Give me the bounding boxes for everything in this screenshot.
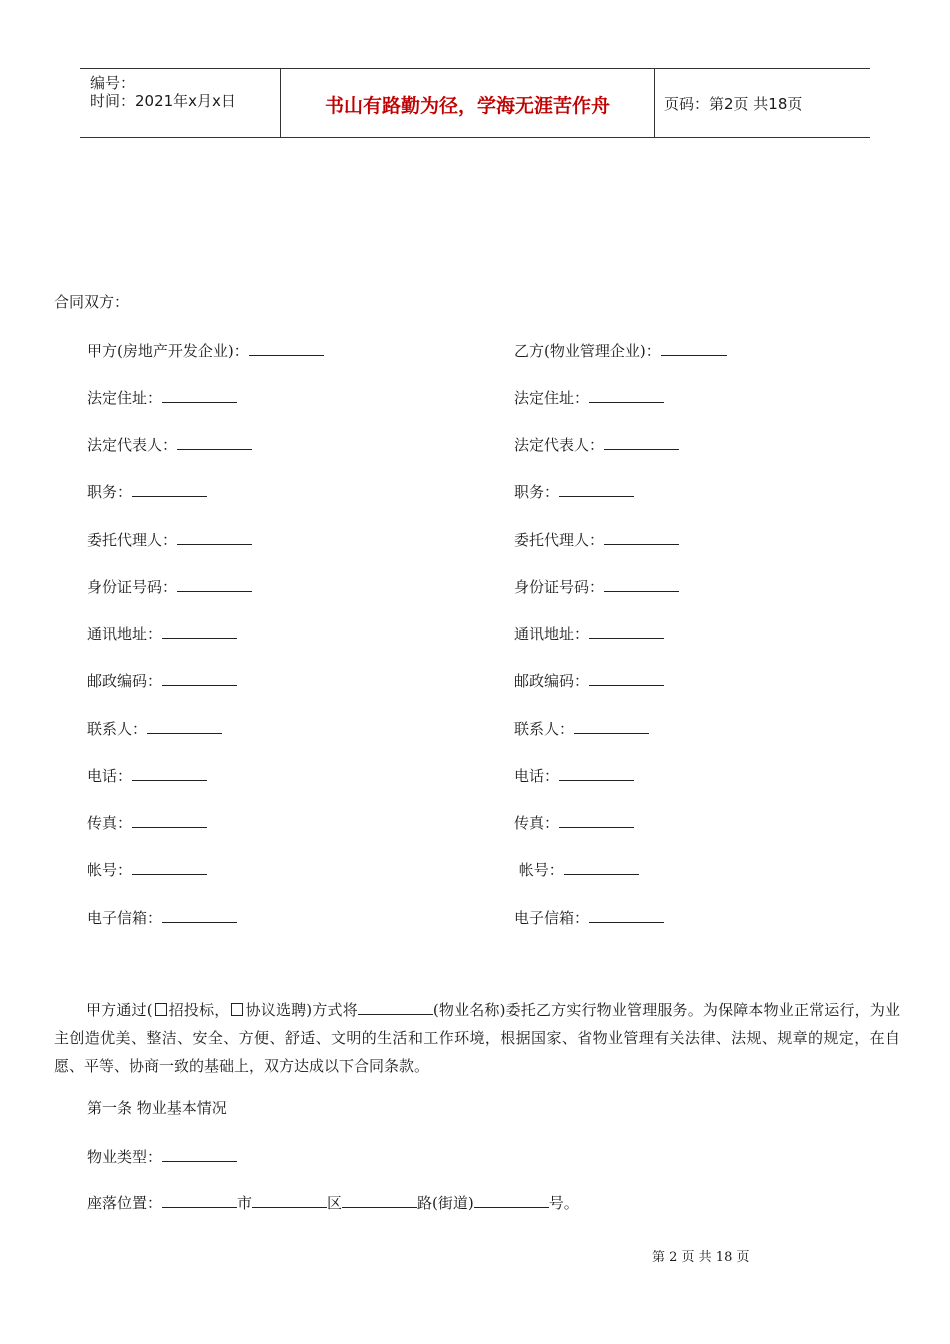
party-b-field [514, 623, 664, 644]
checkbox-bidding-label: 招投标， [168, 1001, 230, 1019]
blank-number[interactable] [474, 1192, 549, 1208]
field-label: 职务： [87, 483, 133, 501]
header-info-cell [80, 69, 281, 137]
party-b-field [514, 765, 634, 786]
city-label: 市 [237, 1194, 253, 1212]
blank-line[interactable] [589, 670, 664, 686]
field-label: 法定代表人： [514, 436, 605, 454]
blank-road[interactable] [342, 1192, 417, 1208]
field-label: 传真： [87, 814, 133, 832]
party-b-field [514, 859, 639, 880]
field-label: 物业类型： [87, 1148, 163, 1166]
party-a-field [87, 812, 207, 833]
blank-district[interactable] [252, 1192, 327, 1208]
party-a-field [87, 434, 252, 455]
field-label: 身份证号码： [514, 578, 605, 596]
blank-line[interactable] [162, 387, 237, 403]
document-header [80, 68, 870, 138]
blank-line[interactable] [162, 1146, 237, 1162]
contract-preamble [54, 996, 900, 1080]
blank-property-name[interactable] [358, 999, 433, 1015]
blank-city[interactable] [162, 1192, 237, 1208]
field-label: 乙方(物业管理企业)： [514, 342, 661, 360]
party-a-field [87, 387, 237, 408]
party-b-field [514, 907, 664, 928]
field-label: 邮政编码： [87, 672, 163, 690]
party-a-field [87, 670, 237, 691]
blank-line[interactable] [147, 718, 222, 734]
field-label: 甲方(房地产开发企业)： [87, 342, 249, 360]
document-number-label: 编号： [90, 74, 136, 92]
party-b-field [514, 434, 679, 455]
property-type-field [87, 1146, 237, 1167]
blank-line[interactable] [589, 387, 664, 403]
preamble-body: (物业名称)委托乙方实行物业管理服务。为保障本物业正常运行，为业主创造优美、整洁、安全、方便、舒适、文明的生活和工作环境，根据国家、省物业管理有关法律、法规、规章的规定，在自愿、平等、协商一致的基础上，双方达成以下合同条款。 [54, 1001, 900, 1075]
page-footer: 第 2 页 共 18 页 [652, 1250, 750, 1265]
blank-line[interactable] [604, 576, 679, 592]
field-label: 帐号： [514, 861, 564, 879]
blank-line[interactable] [132, 481, 207, 497]
field-label: 邮政编码： [514, 672, 590, 690]
blank-line[interactable] [162, 907, 237, 923]
field-label: 身份证号码： [87, 578, 178, 596]
party-a-field [87, 576, 252, 597]
field-label: 联系人： [87, 720, 148, 738]
number-label: 号。 [548, 1194, 579, 1212]
blank-line[interactable] [249, 340, 324, 356]
preamble-start: 甲方通过( [86, 1001, 153, 1019]
party-b-field [514, 812, 634, 833]
blank-line[interactable] [559, 765, 634, 781]
party-a-field [87, 859, 207, 880]
blank-line[interactable] [132, 812, 207, 828]
document-time: 时间：2021年x月x日 [90, 92, 236, 110]
party-b-field [514, 529, 679, 550]
blank-line[interactable] [604, 434, 679, 450]
field-label: 通讯地址： [514, 625, 590, 643]
property-location-field [87, 1192, 579, 1213]
field-label: 通讯地址： [87, 625, 163, 643]
party-b-field [514, 340, 727, 361]
blank-line[interactable] [132, 859, 207, 875]
party-a-field [87, 340, 324, 361]
field-label: 法定代表人： [87, 436, 178, 454]
field-label: 座落位置： [87, 1194, 163, 1212]
field-label: 帐号： [87, 861, 133, 879]
blank-line[interactable] [177, 529, 252, 545]
party-a-field [87, 623, 237, 644]
field-label: 电子信箱： [514, 909, 590, 927]
blank-line[interactable] [589, 623, 664, 639]
field-label: 电子信箱： [87, 909, 163, 927]
blank-line[interactable] [132, 765, 207, 781]
party-a-field [87, 481, 207, 502]
article-1-title: 第一条 物业基本情况 [87, 1099, 227, 1117]
header-motto-cell [281, 69, 655, 137]
checkbox-bidding[interactable] [155, 1003, 167, 1016]
field-label: 委托代理人： [87, 531, 178, 549]
road-label: 路(街道) [417, 1194, 474, 1212]
parties-intro: 合同双方： [54, 293, 130, 311]
party-b-field [514, 481, 634, 502]
blank-line[interactable] [559, 812, 634, 828]
blank-line[interactable] [589, 907, 664, 923]
blank-line[interactable] [177, 576, 252, 592]
party-b-field [514, 387, 664, 408]
field-label: 联系人： [514, 720, 575, 738]
blank-line[interactable] [604, 529, 679, 545]
field-label: 委托代理人： [514, 531, 605, 549]
party-a-field [87, 907, 237, 928]
party-a-field [87, 718, 222, 739]
blank-line[interactable] [564, 859, 639, 875]
header-page-code: 页码：第2页 共18页 [664, 95, 803, 113]
party-a-field [87, 529, 252, 550]
field-label: 法定住址： [514, 389, 590, 407]
blank-line[interactable] [162, 623, 237, 639]
field-label: 职务： [514, 483, 560, 501]
blank-line[interactable] [559, 481, 634, 497]
party-a-field [87, 765, 207, 786]
header-page-cell [655, 69, 870, 137]
blank-line[interactable] [162, 670, 237, 686]
blank-line[interactable] [574, 718, 649, 734]
field-label: 电话： [87, 767, 133, 785]
party-b-field [514, 576, 679, 597]
field-label: 电话： [514, 767, 560, 785]
blank-line[interactable] [661, 340, 727, 356]
header-motto: 书山有路勤为径，学海无涯苦作舟 [324, 95, 610, 117]
blank-line[interactable] [177, 434, 252, 450]
checkbox-agreement[interactable] [231, 1003, 243, 1016]
field-label: 传真： [514, 814, 560, 832]
party-b-field [514, 670, 664, 691]
field-label: 法定住址： [87, 389, 163, 407]
checkbox-agreement-label: 协议选聘)方式将 [245, 1001, 358, 1019]
district-label: 区 [327, 1194, 343, 1212]
party-b-field [514, 718, 649, 739]
